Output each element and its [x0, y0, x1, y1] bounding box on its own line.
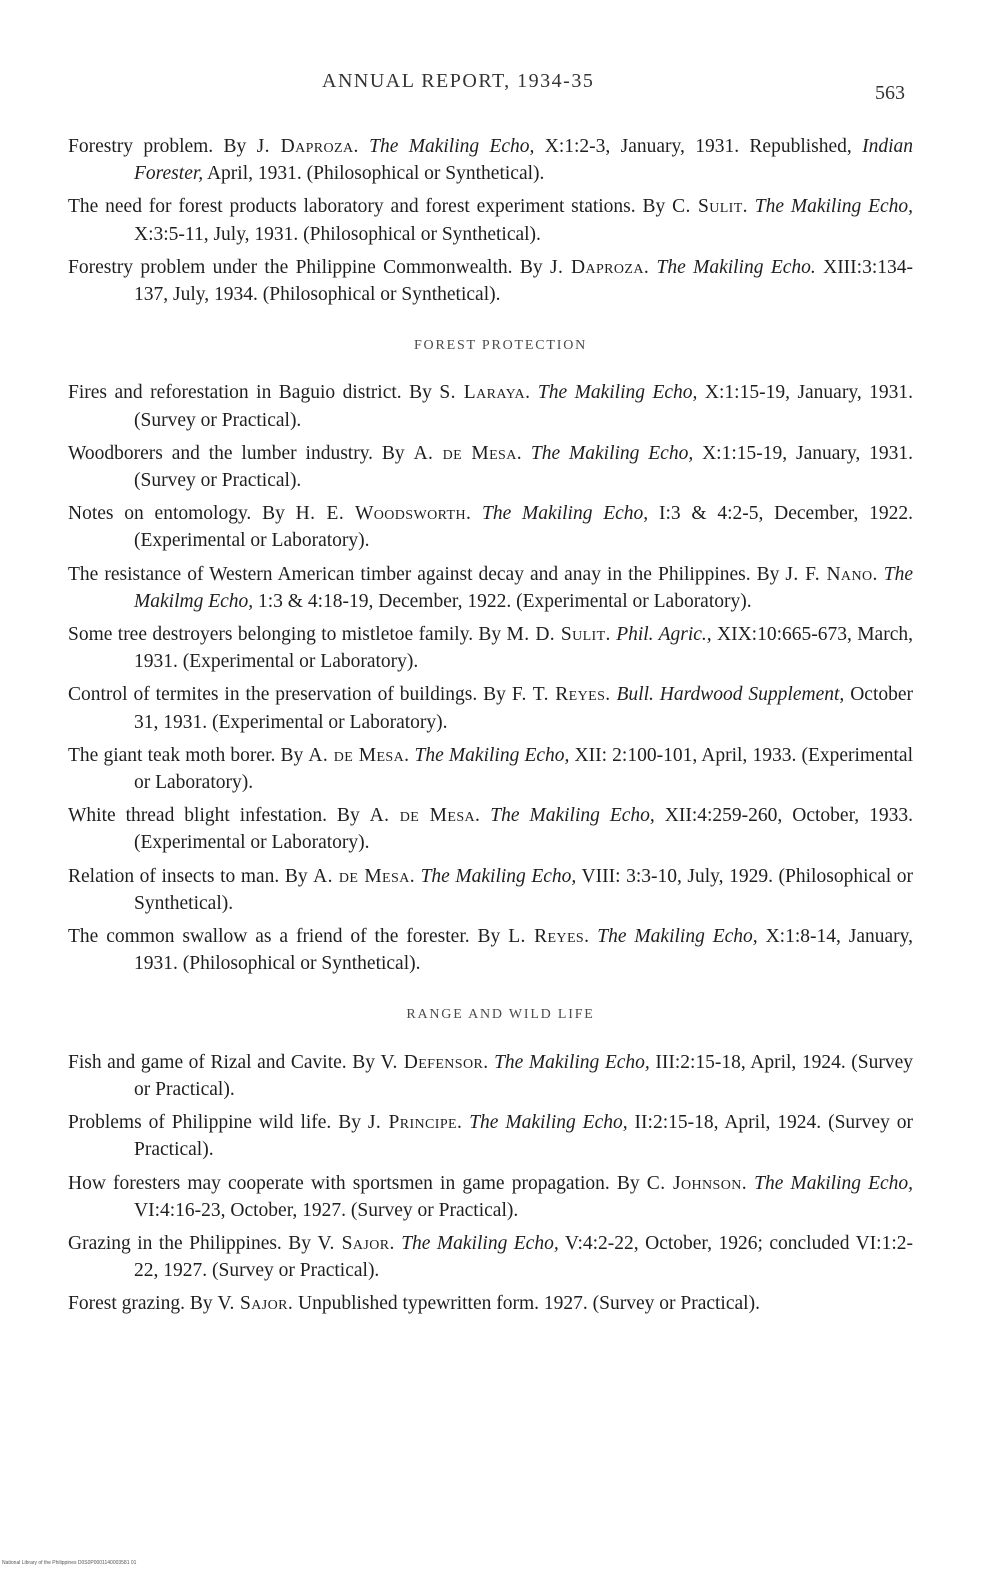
entry-citation: X:1:15-19, January, 1931. (Survey or Practical).	[134, 442, 914, 492]
entry-citation: XIX:10:665-673, March, 1931. (Experimental or Laboratory).	[134, 624, 913, 673]
entry-journal: The Makiling Echo,	[369, 136, 535, 157]
entry-title: The giant teak moth borer. By	[68, 744, 304, 766]
entry-journal: The Makiling Echo,	[597, 926, 758, 948]
entry-journal: The Makiling Echo,	[530, 442, 694, 464]
entry-title: Relation of insects to man. By	[68, 865, 308, 887]
entry-title: White thread blight infestation. By	[68, 805, 360, 827]
entry-author: S. Laraya.	[439, 382, 531, 404]
running-head	[0, 70, 998, 104]
bibliography-entry	[68, 193, 913, 247]
entry-title: The need for forest products laboratory and forest experiment stations. By	[68, 196, 666, 218]
bibliography-entry	[68, 440, 913, 494]
section-heading: RANGE AND WILD LIFE	[406, 1007, 595, 1023]
bibliography-entry	[68, 1170, 913, 1224]
footer-note: National Library of the Philippines D0S0P0001140003581 01	[2, 1560, 137, 1566]
entry-author: A. de Mesa.	[308, 744, 410, 766]
entry-journal: The Makiling Echo,	[490, 805, 655, 827]
bibliography-entry	[68, 1230, 913, 1284]
entry-citation: VIII: 3:3-10, July, 1929. (Philosophical or Synthetical).	[134, 865, 914, 914]
entry-journal-secondary: Indian Forester,	[134, 136, 914, 185]
entry-citation: XII: 2:100-101, April, 1933. (Experimental or Laboratory).	[134, 744, 913, 794]
running-title: ANNUAL REPORT, 1934-35	[322, 70, 595, 92]
entry-citation: V:4:2-22, October, 1926; concluded VI:1:2-22, 1927. (Survey or Practical).	[134, 1232, 914, 1282]
entry-title: Fires and reforestation in Baguio district. By	[68, 382, 432, 404]
entry-title: Woodborers and the lumber industry. By	[68, 442, 405, 464]
entry-citation: Unpublished typewritten form. 1927. (Survey or Practical).	[298, 1293, 760, 1315]
entry-journal: The Makiling Echo,	[754, 1172, 914, 1194]
entry-author: C. Johnson.	[646, 1172, 748, 1194]
entry-citation: X:1:8-14, January, 1931. (Philosophical or Synthetical).	[134, 926, 914, 975]
entry-title: Forestry problem. By	[68, 136, 247, 157]
entry-journal: The Makiling Echo,	[537, 382, 698, 404]
entry-journal: The Makiling Echo,	[420, 865, 577, 887]
entry-title: Fish and game of Rizal and Cavite. By	[68, 1051, 375, 1073]
entry-title: Forestry problem under the Philippine Commonwealth. By	[68, 256, 543, 278]
entry-author: V. Defensor.	[380, 1051, 489, 1073]
entry-author: M. D. Sulit.	[506, 624, 611, 646]
entry-citation: X:1:2-3, January, 1931. Republished,	[544, 136, 852, 157]
entry-title: Notes on entomology. By	[68, 503, 285, 525]
entry-journal: The Makiling Echo,	[401, 1232, 559, 1254]
entry-citation: XIII:3:134-137, July, 1934. (Philosophical or Synthetical).	[134, 256, 914, 306]
bibliography-body	[68, 133, 913, 1324]
entry-citation: XII:4:259-260, October, 1933. (Experimental or Laboratory).	[134, 805, 913, 854]
entry-title: How foresters may cooperate with sportsmen in game propagation. By	[68, 1172, 640, 1194]
entry-title: Problems of Philippine wild life. By	[68, 1112, 361, 1134]
entry-author: L. Reyes.	[508, 926, 590, 948]
entry-journal: The Makiling Echo.	[656, 256, 816, 278]
bibliography-entry	[68, 621, 913, 675]
entry-author: J. Daproza.	[256, 136, 359, 157]
entry-author: J. Principe.	[367, 1112, 463, 1134]
entry-title: The common swallow as a friend of the forester. By	[68, 926, 501, 948]
bibliography-entry	[68, 923, 913, 977]
bibliography-entry	[68, 681, 913, 735]
entry-journal: The Makiling Echo,	[469, 1112, 628, 1134]
entry-author: A. de Mesa.	[313, 865, 415, 887]
entry-citation: October 31, 1931. (Experimental or Laboratory).	[134, 684, 914, 733]
bibliography-entry	[68, 863, 913, 917]
entry-author: V. Sajor.	[217, 1293, 294, 1315]
bibliography-entry	[68, 561, 913, 615]
page-number: 563	[875, 82, 905, 104]
entry-author: J. Daproza.	[549, 256, 650, 278]
entry-journal: The Makilmg Echo,	[134, 563, 914, 612]
entry-citation-secondary: April, 1931. (Philosophical or Synthetical).	[206, 163, 545, 185]
entry-citation: X:1:15-19, January, 1931. (Survey or Practical).	[134, 382, 914, 431]
entry-author: C. Sulit.	[672, 196, 748, 218]
bibliography-entry	[68, 1290, 913, 1317]
entry-author: H. E. Woodsworth.	[295, 503, 472, 525]
entry-journal: Bull. Hardwood Supplement,	[616, 684, 845, 706]
bibliography-entry	[68, 802, 913, 856]
entry-citation: X:3:5-11, July, 1931. (Philosophical or Synthetical).	[134, 223, 541, 245]
entry-citation: II:2:15-18, April, 1924. (Survey or Practical).	[134, 1112, 913, 1161]
bibliography-entry	[68, 742, 913, 796]
bibliography-entry	[68, 500, 913, 554]
entry-journal: Phil. Agric.,	[616, 624, 712, 646]
entry-citation: VI:4:16-23, October, 1927. (Survey or Practical).	[134, 1199, 519, 1221]
entry-title: Control of termites in the preservation of buildings. By	[68, 684, 506, 706]
entry-author: J. F. Nano.	[785, 563, 878, 585]
entry-author: A. de Mesa.	[413, 442, 522, 464]
entry-journal: The Makiling Echo,	[414, 744, 570, 766]
entry-journal: The Makiling Echo,	[482, 503, 649, 525]
bibliography-entry	[68, 379, 913, 433]
entry-author: V. Sajor.	[317, 1232, 395, 1254]
entry-title: The resistance of Western American timber against decay and anay in the Philippines. By	[68, 563, 780, 585]
bibliography-entry	[68, 1109, 913, 1163]
section-heading: FOREST PROTECTION	[413, 338, 588, 354]
entry-journal: The Makiling Echo,	[754, 196, 914, 218]
entry-citation: I:3 & 4:2-5, December, 1922. (Experimental or Laboratory).	[134, 503, 914, 552]
entry-journal: The Makiling Echo,	[494, 1051, 650, 1073]
bibliography-entry	[68, 1049, 913, 1103]
entry-citation: 1:3 & 4:18-19, December, 1922. (Experimental or Laboratory).	[258, 590, 752, 612]
entry-title: Forest grazing. By	[68, 1293, 213, 1315]
entry-title: Some tree destroyers belonging to mistletoe family. By	[68, 624, 502, 646]
entry-author: A. de Mesa.	[369, 805, 481, 827]
bibliography-entry	[68, 254, 913, 308]
entry-title: Grazing in the Philippines. By	[68, 1232, 312, 1254]
entry-citation: III:2:15-18, April, 1924. (Survey or Practical).	[134, 1051, 914, 1100]
entry-author: F. T. Reyes.	[511, 684, 611, 706]
bibliography-entry	[68, 133, 913, 187]
